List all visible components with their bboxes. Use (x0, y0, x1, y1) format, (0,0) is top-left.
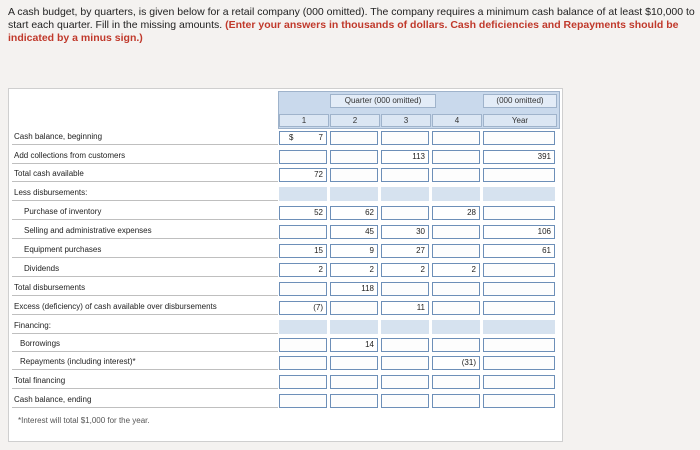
shaded-cell (381, 320, 429, 334)
cell-cash-ending-col1[interactable] (279, 394, 327, 408)
footnote: *Interest will total $1,000 for the year. (18, 416, 150, 425)
row-label-equipment: Equipment purchases (24, 245, 102, 254)
cell-repayments-col5[interactable] (483, 356, 555, 370)
cell-repayments-col4: (31) (432, 356, 480, 370)
row-label-selling-admin: Selling and administrative expenses (24, 226, 152, 235)
row-label-financing: Financing: (14, 321, 51, 330)
row-divider (12, 314, 278, 315)
row-label-total-available: Total cash available (14, 169, 84, 178)
cell-total-financing-col4[interactable] (432, 375, 480, 389)
cell-equipment-col3: 27 (381, 244, 429, 258)
currency-symbol: $ (289, 133, 294, 142)
cell-cash-ending-col5[interactable] (483, 394, 555, 408)
cell-collections-col5: 391 (483, 150, 555, 164)
cell-cash-ending-col2[interactable] (330, 394, 378, 408)
cell-excess-deficiency-col4[interactable] (432, 301, 480, 315)
cell-selling-admin-col1[interactable] (279, 225, 327, 239)
cell-total-available-col5[interactable] (483, 168, 555, 182)
cell-purchase-inventory-col5[interactable] (483, 206, 555, 220)
cell-cash-ending-col3[interactable] (381, 394, 429, 408)
cell-collections-col1[interactable] (279, 150, 327, 164)
cell-dividends-col2: 2 (330, 263, 378, 277)
cell-equipment-col4[interactable] (432, 244, 480, 258)
cell-repayments-col3[interactable] (381, 356, 429, 370)
question-instruction: (Enter your answers in thousands of dollars. Cash deficiencies and Repayments should be indicated by a minus sign.) (8, 19, 679, 44)
cell-selling-admin-col3: 30 (381, 225, 429, 239)
row-label-less-disbursements: Less disbursements: (14, 188, 88, 197)
cell-total-disbursements-col2: 118 (330, 282, 378, 296)
cell-cash-beginning-col5[interactable] (483, 131, 555, 145)
cell-total-financing-col3[interactable] (381, 375, 429, 389)
row-label-repayments: Repayments (including interest)* (20, 357, 136, 366)
cell-dividends-col1: 2 (279, 263, 327, 277)
col-header-2: 2 (330, 114, 380, 127)
cell-total-disbursements-col4[interactable] (432, 282, 480, 296)
cell-repayments-col1[interactable] (279, 356, 327, 370)
cell-purchase-inventory-col1: 52 (279, 206, 327, 220)
cell-cash-beginning-col1: 7 (279, 131, 327, 145)
col-header-4: 4 (432, 114, 482, 127)
cell-selling-admin-col4[interactable] (432, 225, 480, 239)
cell-collections-col2[interactable] (330, 150, 378, 164)
cell-equipment-col1: 15 (279, 244, 327, 258)
cell-purchase-inventory-col4: 28 (432, 206, 480, 220)
shaded-cell (279, 187, 327, 201)
row-divider (12, 276, 278, 277)
row-divider (12, 238, 278, 239)
cell-excess-deficiency-col5[interactable] (483, 301, 555, 315)
cell-total-available-col3[interactable] (381, 168, 429, 182)
cell-purchase-inventory-col2: 62 (330, 206, 378, 220)
shaded-cell (483, 187, 555, 201)
row-divider (12, 181, 278, 182)
cell-dividends-col3: 2 (381, 263, 429, 277)
row-divider (12, 333, 278, 334)
question-text (8, 6, 696, 45)
question-prompt: A cash budget, by quarters, is given below for a retail company (000 omitted). The company requires a minimum cash balance of at least $10,000 to start each quarter. Fill in the missing amounts. (8, 6, 695, 31)
row-label-dividends: Dividends (24, 264, 60, 273)
shaded-cell (330, 187, 378, 201)
cell-borrowings-col2: 14 (330, 338, 378, 352)
shaded-cell (432, 187, 480, 201)
cell-total-available-col2[interactable] (330, 168, 378, 182)
row-label-total-disbursements: Total disbursements (14, 283, 86, 292)
cell-excess-deficiency-col2[interactable] (330, 301, 378, 315)
col-header-1: 1 (279, 114, 329, 127)
cell-cash-beginning-col2[interactable] (330, 131, 378, 145)
row-divider (12, 407, 278, 408)
cell-borrowings-col5[interactable] (483, 338, 555, 352)
cell-borrowings-col3[interactable] (381, 338, 429, 352)
row-label-cash-beginning: Cash balance, beginning (14, 132, 103, 141)
row-label-excess-deficiency: Excess (deficiency) of cash available over disbursements (14, 302, 217, 311)
row-divider (12, 144, 278, 145)
row-divider (12, 369, 278, 370)
cell-equipment-col5: 61 (483, 244, 555, 258)
row-label-total-financing: Total financing (14, 376, 66, 385)
row-label-borrowings: Borrowings (20, 339, 61, 348)
shaded-cell (432, 320, 480, 334)
shaded-cell (483, 320, 555, 334)
row-divider (12, 257, 278, 258)
cell-selling-admin-col2: 45 (330, 225, 378, 239)
shaded-cell (330, 320, 378, 334)
quarter-header: Quarter (000 omitted) (330, 94, 436, 108)
row-divider (12, 219, 278, 220)
cell-collections-col3: 113 (381, 150, 429, 164)
cell-excess-deficiency-col1: (7) (279, 301, 327, 315)
cell-cash-ending-col4[interactable] (432, 394, 480, 408)
shaded-cell (279, 320, 327, 334)
cell-total-disbursements-col5[interactable] (483, 282, 555, 296)
row-label-collections: Add collections from customers (14, 151, 126, 160)
cell-cash-beginning-col3[interactable] (381, 131, 429, 145)
cell-total-disbursements-col3[interactable] (381, 282, 429, 296)
cell-cash-beginning-col4[interactable] (432, 131, 480, 145)
row-label-cash-ending: Cash balance, ending (14, 395, 92, 404)
row-divider (12, 351, 278, 352)
cell-borrowings-col1[interactable] (279, 338, 327, 352)
row-divider (12, 388, 278, 389)
cell-repayments-col2[interactable] (330, 356, 378, 370)
cell-total-financing-col5[interactable] (483, 375, 555, 389)
cell-dividends-col5[interactable] (483, 263, 555, 277)
row-divider (12, 200, 278, 201)
row-label-purchase-inventory: Purchase of inventory (24, 207, 102, 216)
cell-total-financing-col2[interactable] (330, 375, 378, 389)
cell-equipment-col2: 9 (330, 244, 378, 258)
col-header-year: Year (483, 114, 557, 127)
cell-selling-admin-col5: 106 (483, 225, 555, 239)
shaded-cell (381, 187, 429, 201)
cell-dividends-col4: 2 (432, 263, 480, 277)
year-header: (000 omitted) (483, 94, 557, 108)
cell-excess-deficiency-col3: 11 (381, 301, 429, 315)
cell-borrowings-col4[interactable] (432, 338, 480, 352)
cell-total-financing-col1[interactable] (279, 375, 327, 389)
row-divider (12, 295, 278, 296)
cell-total-available-col4[interactable] (432, 168, 480, 182)
col-header-3: 3 (381, 114, 431, 127)
cell-total-disbursements-col1[interactable] (279, 282, 327, 296)
cell-purchase-inventory-col3[interactable] (381, 206, 429, 220)
row-divider (12, 163, 278, 164)
cell-total-available-col1: 72 (279, 168, 327, 182)
cell-collections-col4[interactable] (432, 150, 480, 164)
